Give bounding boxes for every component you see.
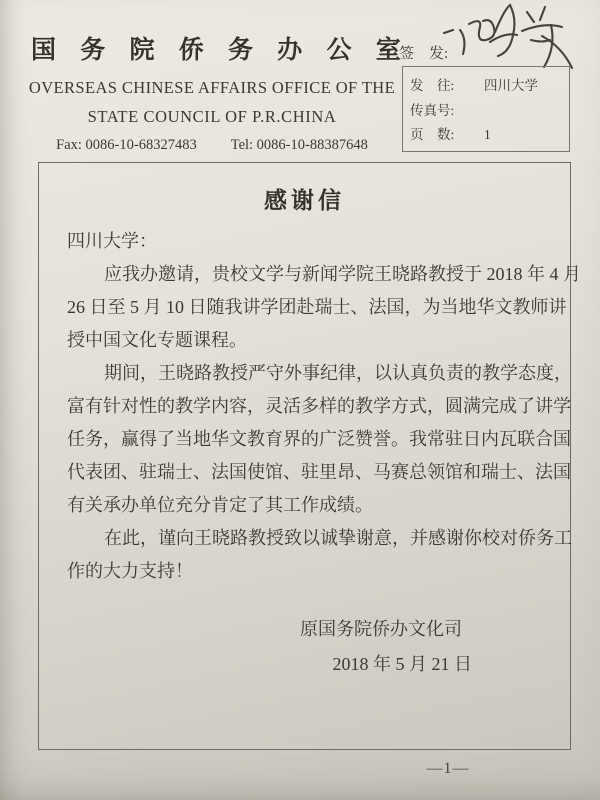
body-line: 富有针对性的教学内容，灵活多样的教学方式，圆满完成了讲学	[67, 396, 571, 416]
body-line: 应我办邀请，贵校文学与新闻学院王晓路教授于 2018 年 4 月	[104, 264, 581, 284]
contact-numbers	[22, 137, 402, 154]
fax-no-label: 传真号:	[410, 102, 455, 118]
letter-title: 感谢信	[264, 188, 345, 213]
org-name-english-line2: STATE COUNCIL OF P.R.CHINA	[87, 107, 337, 126]
page-count-value: 1	[484, 127, 491, 142]
routing-row-page-count	[410, 123, 569, 148]
body-line: 代表团、驻瑞士、法国使馆、驻里昂、马赛总领馆和瑞士、法国	[67, 462, 571, 482]
fax-number: Fax: 0086-10-68327483	[56, 137, 197, 153]
send-to-value: 四川大学	[484, 78, 538, 93]
org-name-chinese: 国 务 院 侨 务 办 公 室	[31, 37, 410, 64]
routing-row-send-to	[410, 74, 569, 99]
page-number: —1—	[426, 760, 470, 777]
body-line: 在此，谨向王晓路教授致以诚挚谢意，并感谢你校对侨务工	[104, 528, 572, 548]
routing-table	[402, 66, 570, 152]
tel-number: Tel: 0086-10-88387648	[230, 137, 368, 153]
routing-row-fax-number	[410, 99, 569, 124]
salutation: 四川大学：	[67, 231, 157, 251]
body-line: 授中国文化专题课程。	[67, 330, 247, 350]
org-name-english-line1: OVERSEAS CHINESE AFFAIRS OFFICE OF THE	[28, 78, 396, 97]
letterhead	[22, 30, 410, 154]
letter-date: 2018 年 5 月 21 日	[332, 654, 472, 674]
handwritten-signature-icon	[432, 0, 582, 75]
body-line: 26 日至 5 月 10 日随我讲学团赴瑞士、法国，为当地华文教师讲	[67, 297, 567, 317]
body-line: 期间，王晓路教授严守外事纪律，以认真负责的教学态度，	[104, 363, 572, 383]
letter-border-box	[38, 162, 581, 750]
letter-body	[67, 225, 581, 588]
body-line: 有关承办单位充分肯定了其工作成绩。	[67, 495, 373, 515]
body-line: 任务，赢得了当地华文教育界的广泛赞誉。我常驻日内瓦联合国	[67, 429, 571, 449]
sign-issue-label: 签 发:	[399, 46, 449, 62]
body-line: 作的大力支持！	[67, 561, 193, 581]
send-to-label: 发 往:	[410, 78, 455, 93]
signoff-org: 原国务院侨办文化司	[300, 619, 462, 639]
page-count-label: 页 数:	[410, 127, 455, 142]
